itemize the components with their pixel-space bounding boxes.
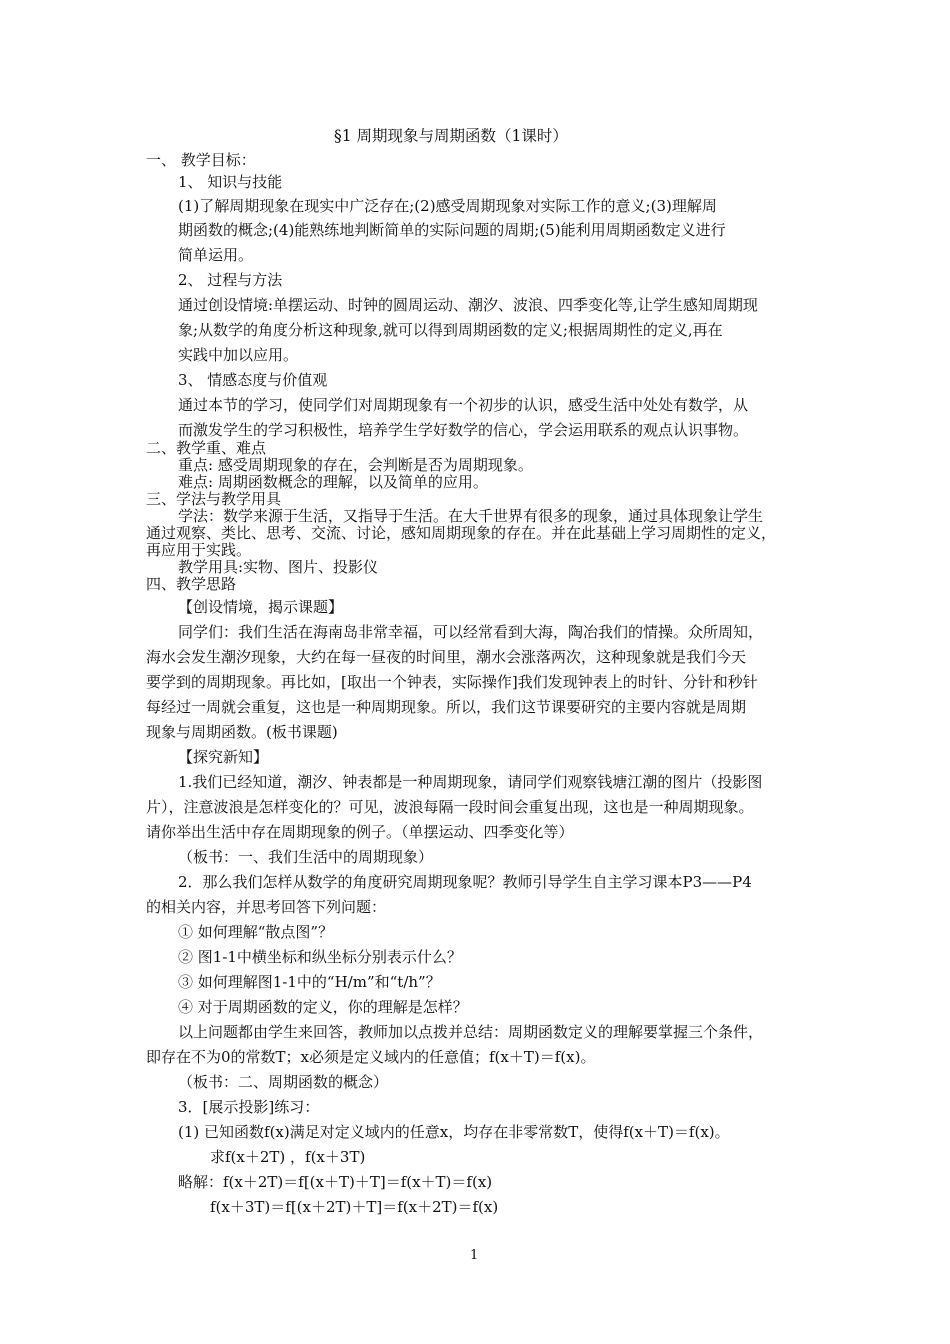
question-item: ① 如何理解“散点图”？ — [178, 923, 334, 941]
board-note: （板书：一、我们生活中的周期现象） — [178, 848, 434, 866]
paragraph-line: 即存在不为0的常数T；x必须是定义域内的任意值；f(x＋T)＝f(x)。 — [146, 1048, 596, 1066]
page-number: 1 — [470, 1248, 479, 1263]
paragraph-line: 通过创设情境:单摆运动、时钟的圆周运动、潮汐、波浪、四季变化等,让学生感知周期现 — [178, 296, 758, 314]
section-heading-focus: 二、教学重、难点 — [146, 439, 267, 457]
subheading-attitude: 3、 情感态度与价值观 — [178, 371, 328, 389]
paragraph-line: 现象与周期函数。(板书课题) — [146, 723, 338, 741]
paragraph-line: 要学到的周期现象。再比如，[取出一个钟表，实际操作]我们发现钟表上的时针、分针和秒针 — [146, 673, 758, 691]
paragraph-line: 通过本节的学习，使同学们对周期现象有一个初步的认识，感受生活中处处有数学，从 — [178, 396, 749, 414]
paragraph-line: 重点: 感受周期现象的存在，会判断是否为周期现象。 — [178, 456, 533, 474]
paragraph-line: 实践中加以应用。 — [178, 346, 299, 364]
board-note: （板书：二、周期函数的概念） — [178, 1073, 389, 1091]
document-title: §1 周期现象与周期函数（1课时） — [334, 127, 568, 145]
question-item: ③ 如何理解图1-1中的“H/m”和“t/h”？ — [178, 973, 441, 991]
subheading-process: 2、 过程与方法 — [178, 271, 283, 289]
paragraph-line: 期函数的概念;(4)能熟练地判断简单的实际问题的周期;(5)能利用周期函数定义进行 — [178, 221, 726, 239]
paragraph-line: 请你举出生活中存在周期现象的例子。（单摆运动、四季变化等） — [146, 823, 574, 841]
exercise-item: (1) 已知函数f(x)满足对定义域内的任意x，均存在非零常数T，使得f(x＋T)＝f(x)。 — [178, 1123, 730, 1141]
question-item: ④ 对于周期函数的定义，你的理解是怎样？ — [178, 998, 468, 1016]
paragraph-line: 通过观察、类比、思考、交流、讨论，感知周期现象的存在。并在此基础上学习周期性的定义， — [146, 524, 777, 542]
paragraph-line: 1.我们已经知道，潮汐、钟表都是一种周期现象，请同学们观察钱塘江潮的图片（投影图 — [178, 773, 763, 791]
paragraph-line: (1)了解周期现象在现实中广泛存在;(2)感受周期现象对实际工作的意义;(3)理解周 — [178, 197, 717, 215]
paragraph-line: 学法：数学来源于生活，又指导于生活。在大千世界有很多的现象，通过具体现象让学生 — [178, 507, 764, 525]
paragraph-line: 象;从数学的角度分析这种现象,就可以得到周期函数的定义;根据周期性的定义,再在 — [178, 321, 723, 339]
paragraph-line: 难点: 周期函数概念的理解，以及简单的应用。 — [178, 473, 488, 491]
paragraph-line: 片），注意波浪是怎样变化的？可见，波浪每隔一段时间会重复出现，这也是一种周期现象。 — [146, 798, 754, 816]
subheading-knowledge: 1、 知识与技能 — [178, 173, 283, 191]
paragraph-line: 再应用于实践。 — [146, 541, 252, 559]
bracket-heading-context: 【创设情境，揭示课题】 — [178, 598, 344, 616]
exercise-item: 求f(x＋2T) ，f(x＋3T) — [210, 1148, 366, 1166]
section-heading-goals: 一、 教学目标： — [146, 151, 256, 169]
exercise-heading: 3．[展示投影]练习： — [178, 1098, 320, 1116]
paragraph-line: 简单运用。 — [178, 246, 254, 264]
paragraph-line: 海水会发生潮汐现象，大约在每一昼夜的时间里，潮水会涨落两次，这种现象就是我们今天 — [146, 648, 747, 666]
solution-line: f(x＋3T)＝f[(x＋2T)＋T]＝f(x＋2T)＝f(x) — [210, 1198, 499, 1216]
paragraph-line: 的相关内容，并思考回答下列问题： — [146, 898, 387, 916]
paragraph-line: 以上问题都由学生来回答，教师加以点拨并总结：周期函数定义的理解要掌握三个条件， — [178, 1023, 764, 1041]
question-item: ② 图1-1中横坐标和纵坐标分别表示什么？ — [178, 948, 462, 966]
bracket-heading-explore: 【探究新知】 — [178, 748, 269, 766]
paragraph-line: 2．那么我们怎样从数学的角度研究周期现象呢？教师引导学生自主学习课本P3——P4 — [178, 873, 752, 891]
section-heading-methods: 三、学法与教学用具 — [146, 490, 282, 508]
paragraph-line: 而激发学生的学习积极性，培养学生学好数学的信心，学会运用联系的观点认识事物。 — [178, 421, 749, 439]
paragraph-line: 教学用具:实物、图片、投影仪 — [178, 558, 379, 576]
solution-line: 略解：f(x＋2T)＝f[(x＋T)＋T]＝f(x＋T)＝f(x) — [178, 1173, 493, 1191]
section-heading-approach: 四、教学思路 — [146, 575, 237, 593]
paragraph-line: 每经过一周就会重复，这也是一种周期现象。所以，我们这节课要研究的主要内容就是周期 — [146, 698, 747, 716]
paragraph-line: 同学们：我们生活在海南岛非常幸福，可以经常看到大海，陶冶我们的情操。众所周知， — [178, 623, 764, 641]
